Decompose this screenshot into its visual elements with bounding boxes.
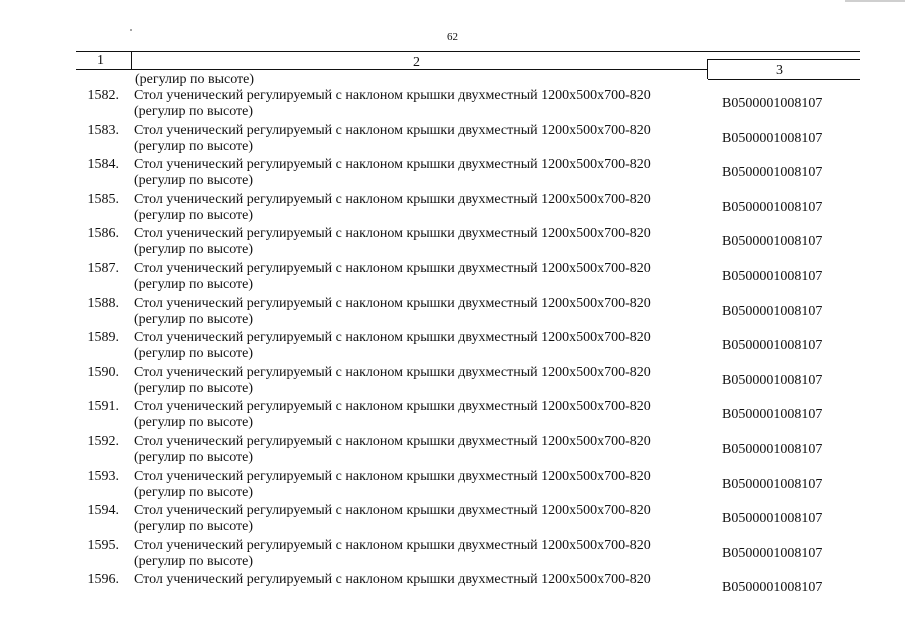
continuation-text: (регулир по высоте) [135, 72, 255, 87]
row-code: В0500001008107 [722, 199, 823, 215]
row-description-note: (регулир по высоте) [134, 138, 254, 154]
row-description [134, 469, 714, 501]
row-description-line: Стол ученический регулируемый с наклоном крышки двухместный 1200х500х700-820 [134, 191, 651, 207]
row-code: В0500001008107 [722, 545, 823, 561]
row-description [134, 503, 714, 535]
row-description-line: Стол ученический регулируемый с наклоном крышки двухместный 1200х500х700-820 [134, 122, 651, 138]
row-description [134, 399, 714, 431]
header-bottom-rule-left [76, 69, 708, 70]
page-number: 62 [447, 31, 458, 43]
header-col-1: 1 [97, 53, 104, 68]
row-number: 1590. [87, 364, 119, 380]
row-code: В0500001008107 [722, 234, 823, 250]
table-row [74, 572, 854, 607]
row-description-note: (регулир по высоте) [134, 104, 254, 119]
row-description [134, 123, 714, 155]
row-description [134, 572, 714, 588]
table-row [74, 123, 854, 158]
table-body [74, 88, 854, 607]
table-row [74, 330, 854, 365]
row-description-note: (регулир по высоте) [134, 380, 254, 396]
row-description-line: Стол ученический регулируемый с наклоном крышки двухместный 1200х500х700-820 [134, 468, 651, 484]
row-code: В0500001008107 [722, 476, 823, 492]
row-number: 1582. [87, 88, 119, 103]
row-number: 1595. [87, 537, 119, 553]
row-description [134, 365, 714, 397]
row-code: В0500001008107 [722, 511, 823, 527]
row-number: 1587. [87, 260, 119, 276]
row-description-note: (регулир по высоте) [134, 415, 254, 431]
table-row [74, 434, 854, 469]
row-description [134, 296, 714, 328]
row-description [134, 192, 714, 224]
row-description-note: (регулир по высоте) [134, 449, 254, 465]
row-description-note: (регулир по высоте) [134, 173, 254, 189]
row-description-note: (регулир по высоте) [134, 346, 254, 362]
row-description [134, 330, 714, 362]
row-description-line: Стол ученический регулируемый с наклоном крышки двухместный 1200х500х700-820 [134, 330, 651, 346]
row-description [134, 538, 714, 570]
row-description [134, 226, 714, 258]
row-code: В0500001008107 [722, 407, 823, 423]
row-code: В0500001008107 [722, 165, 823, 181]
row-number: 1596. [87, 572, 119, 588]
row-description [134, 434, 714, 466]
table-row [74, 538, 854, 573]
row-number: 1592. [87, 433, 119, 449]
row-description-note: (регулир по высоте) [134, 207, 254, 223]
row-number: 1594. [87, 503, 119, 519]
header-bottom-rule-right [708, 79, 860, 80]
table-row [74, 365, 854, 400]
row-code: В0500001008107 [722, 96, 823, 111]
row-number: 1589. [87, 330, 119, 346]
row-code: В0500001008107 [722, 441, 823, 457]
row-code: В0500001008107 [722, 372, 823, 388]
row-description-line: Стол ученический регулируемый с наклоном крышки двухместный 1200х500х700-820 [134, 88, 651, 103]
row-code: В0500001008107 [722, 268, 823, 284]
row-description-note: (регулир по высоте) [134, 242, 254, 258]
row-description-line: Стол ученический регулируемый с наклоном крышки двухместный 1200х500х700-820 [134, 503, 651, 519]
table-row [74, 226, 854, 261]
row-number: 1584. [87, 157, 119, 173]
row-description-note: (регулир по высоте) [134, 311, 254, 327]
table-row [74, 399, 854, 434]
scan-edge-mark [845, 0, 905, 2]
row-code: В0500001008107 [722, 130, 823, 146]
header-divider-1 [131, 51, 132, 69]
header-divider-2-top [707, 59, 860, 60]
row-description-line: Стол ученический регулируемый с наклоном крышки двухместный 1200х500х700-820 [134, 364, 651, 380]
row-code: В0500001008107 [722, 303, 823, 319]
table-row [74, 157, 854, 192]
header-divider-2 [707, 59, 708, 79]
table-row [74, 261, 854, 296]
row-description-line: Стол ученический регулируемый с наклоном крышки двухместный 1200х500х700-820 [134, 260, 651, 276]
table-row [74, 88, 854, 123]
row-number: 1583. [87, 122, 119, 138]
row-code: В0500001008107 [722, 338, 823, 354]
table-row [74, 192, 854, 227]
row-number: 1585. [87, 191, 119, 207]
row-number: 1591. [87, 399, 119, 415]
table-row [74, 296, 854, 331]
row-description-note: (регулир по высоте) [134, 553, 254, 569]
row-description-line: Стол ученический регулируемый с наклоном крышки двухместный 1200х500х700-820 [134, 226, 651, 242]
row-description-line: Стол ученический регулируемый с наклоном крышки двухместный 1200х500х700-820 [134, 433, 651, 449]
row-description-note: (регулир по высоте) [134, 484, 254, 500]
row-number: 1586. [87, 226, 119, 242]
row-code: В0500001008107 [722, 580, 823, 596]
row-description-line: Стол ученический регулируемый с наклоном крышки двухместный 1200х500х700-820 [134, 572, 651, 588]
row-description [134, 261, 714, 293]
row-description-line: Стол ученический регулируемый с наклоном крышки двухместный 1200х500х700-820 [134, 295, 651, 311]
table-row [74, 503, 854, 538]
row-number: 1588. [87, 295, 119, 311]
header-top-rule [76, 51, 860, 52]
row-description [134, 88, 714, 120]
row-description-note: (регулир по высоте) [134, 276, 254, 292]
row-description-note: (регулир по высоте) [134, 519, 254, 535]
row-number: 1593. [87, 468, 119, 484]
row-description [134, 157, 714, 189]
row-description-line: Стол ученический регулируемый с наклоном крышки двухместный 1200х500х700-820 [134, 157, 651, 173]
row-description-line: Стол ученический регулируемый с наклоном крышки двухместный 1200х500х700-820 [134, 537, 651, 553]
header-col-3: 3 [776, 63, 783, 78]
table-row [74, 469, 854, 504]
row-description-line: Стол ученический регулируемый с наклоном крышки двухместный 1200х500х700-820 [134, 399, 651, 415]
header-col-2: 2 [413, 55, 420, 70]
